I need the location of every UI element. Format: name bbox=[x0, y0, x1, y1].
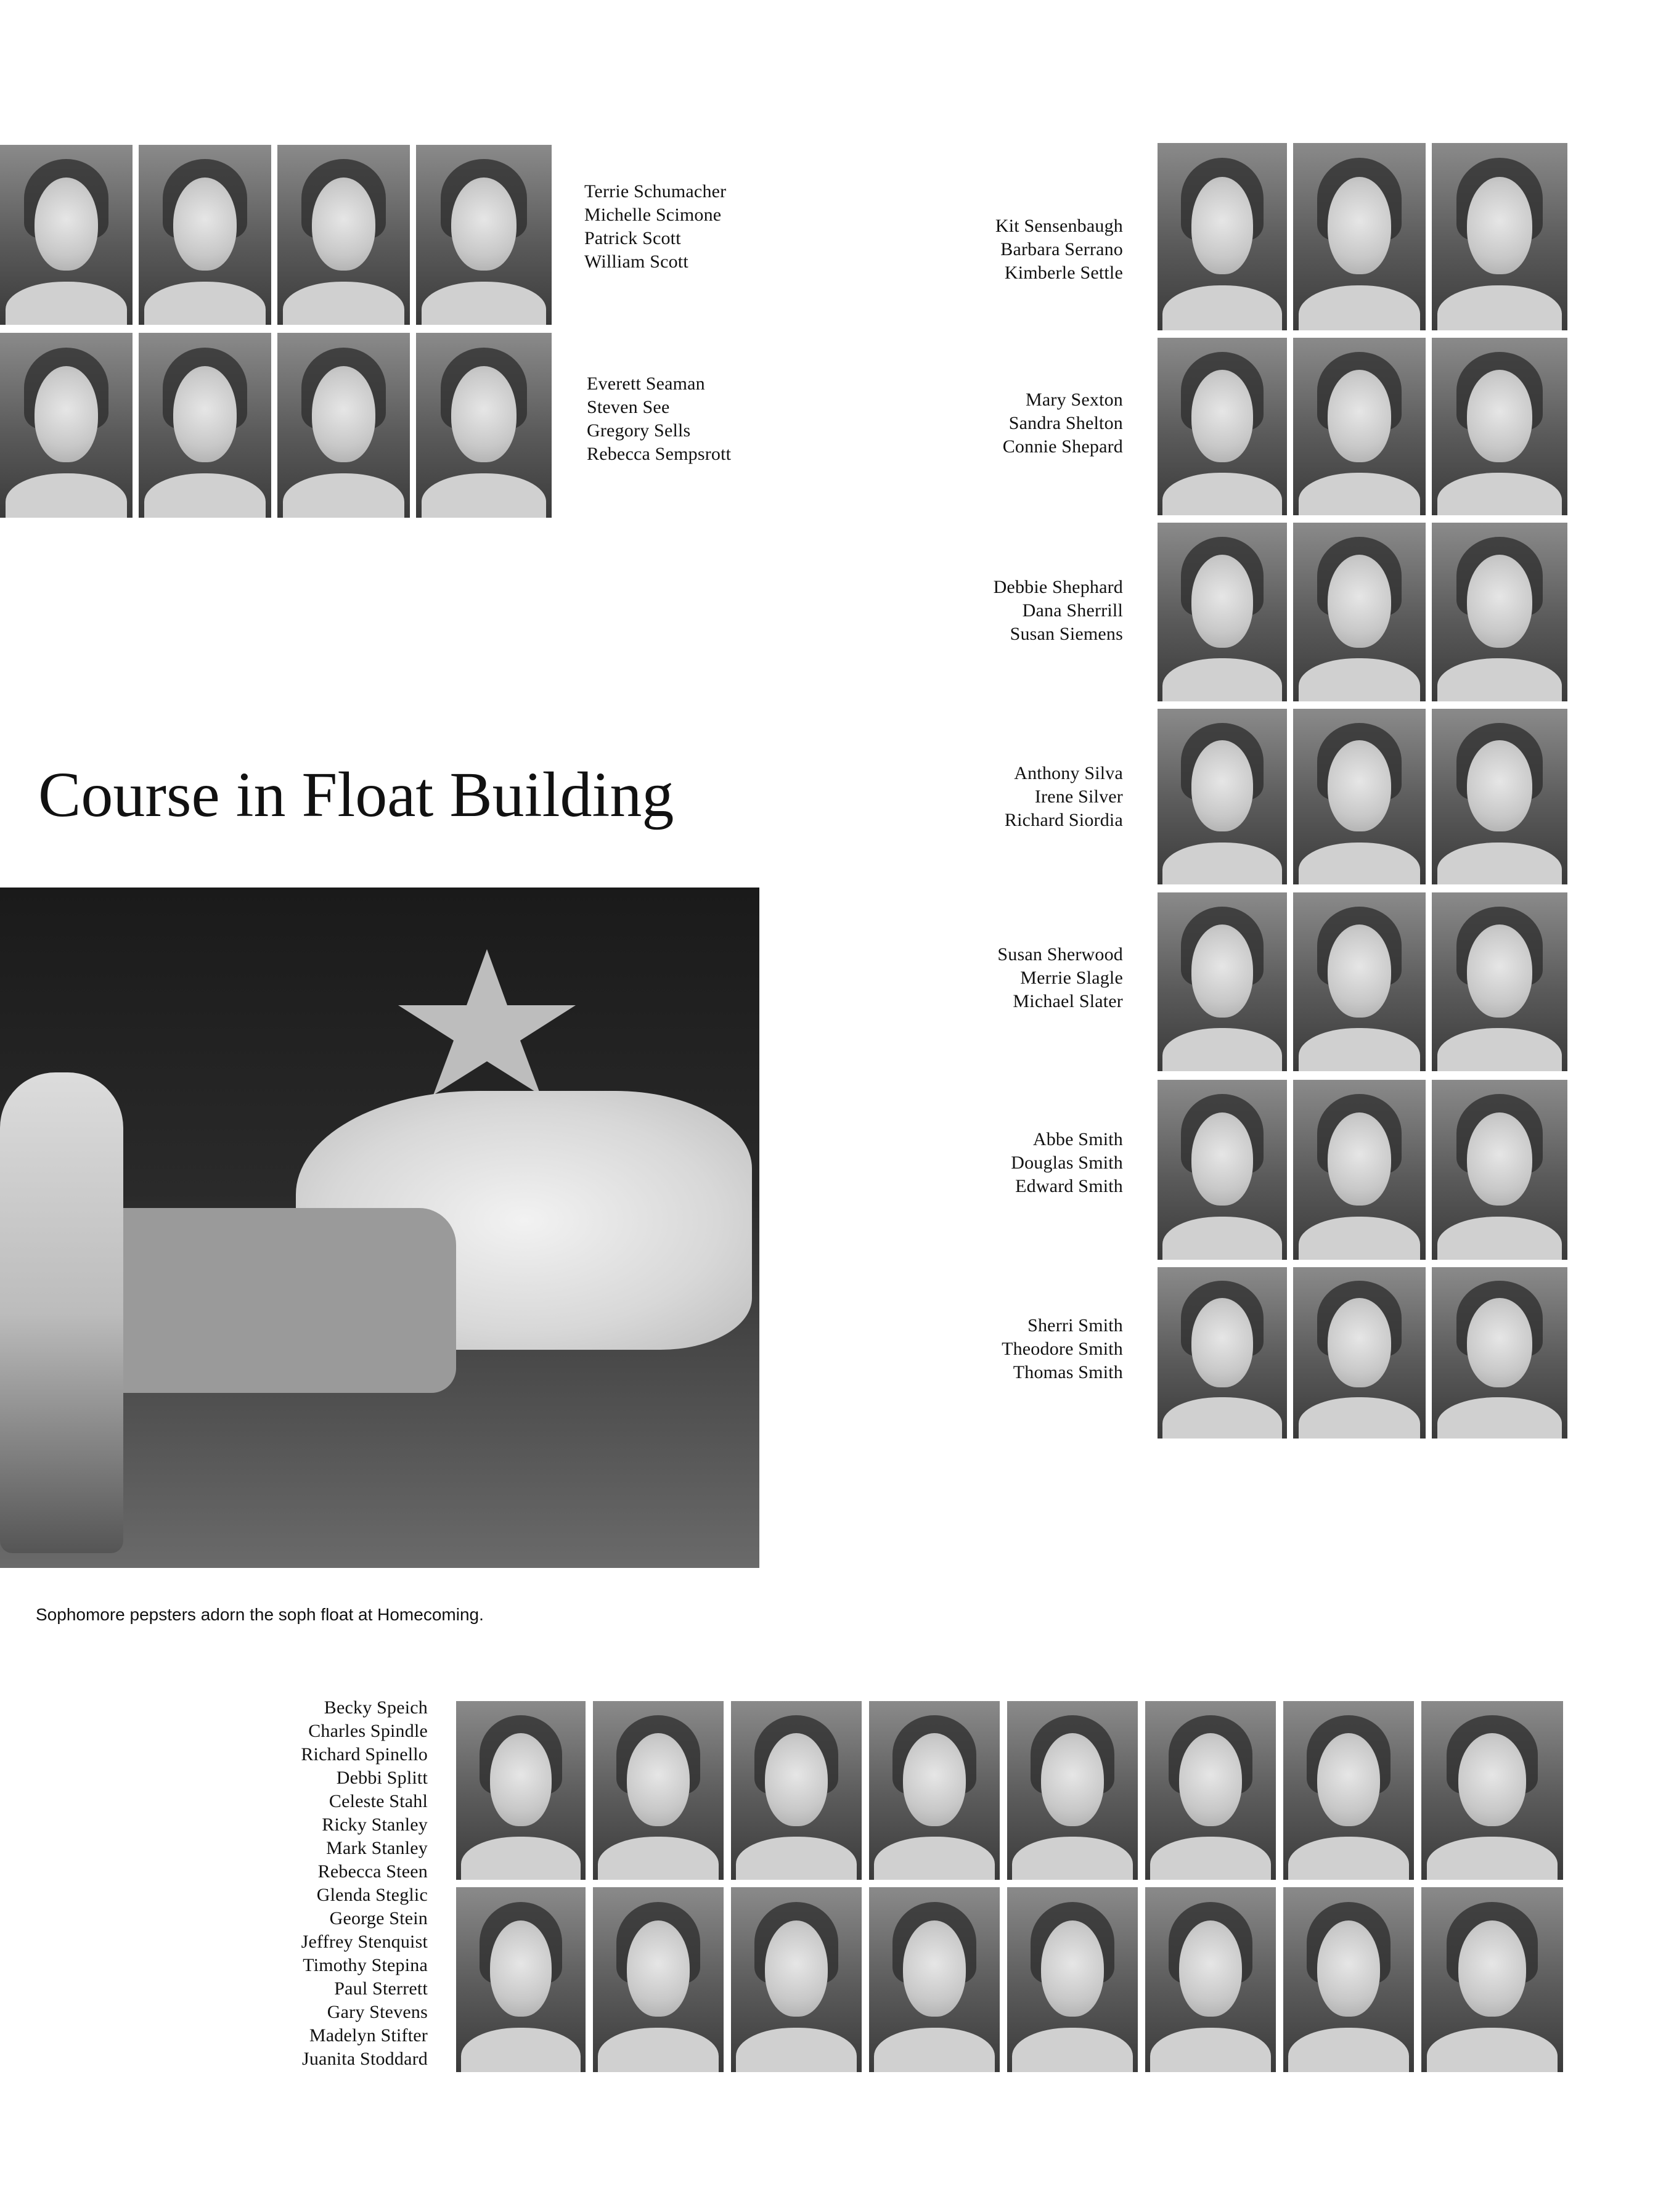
student-name: Becky Speich bbox=[324, 1697, 428, 1718]
portrait-photo bbox=[277, 333, 410, 518]
student-name: Glenda Steglic bbox=[316, 1885, 428, 1905]
student-name: Richard Spinello bbox=[301, 1744, 428, 1765]
student-name: Steven See bbox=[587, 397, 670, 417]
student-name: Richard Siordia bbox=[1004, 810, 1123, 830]
portrait-photo bbox=[1158, 709, 1287, 884]
name-list-top-row1 bbox=[584, 180, 726, 274]
portrait-photo bbox=[0, 333, 133, 518]
student-name: George Stein bbox=[329, 1908, 428, 1928]
student-name: Abbe Smith bbox=[1032, 1129, 1123, 1149]
portrait-photo bbox=[1293, 143, 1426, 330]
portrait-photo bbox=[1432, 1080, 1567, 1260]
name-list-right-group-4 bbox=[1005, 762, 1123, 832]
portrait-photo bbox=[1293, 338, 1426, 515]
portrait-photo bbox=[1293, 709, 1426, 884]
portrait-photo bbox=[1432, 523, 1567, 701]
student-name: Michael Slater bbox=[1013, 991, 1123, 1011]
portrait-photo bbox=[139, 333, 271, 518]
student-name: Merrie Slagle bbox=[1020, 968, 1123, 988]
student-name: Anthony Silva bbox=[1014, 763, 1123, 783]
portrait-photo bbox=[1007, 1701, 1138, 1880]
portrait-photo bbox=[1293, 523, 1426, 701]
portrait-photo bbox=[1283, 1701, 1414, 1880]
student-name: Barbara Serrano bbox=[1000, 239, 1123, 259]
portrait-photo bbox=[1293, 892, 1426, 1071]
portrait-photo bbox=[1421, 1887, 1563, 2072]
student-name: Celeste Stahl bbox=[329, 1791, 428, 1811]
portrait-photo bbox=[1158, 1080, 1287, 1260]
student-name: Everett Seaman bbox=[587, 373, 705, 394]
name-list-bottom bbox=[301, 1696, 428, 2071]
name-list-right-group-7 bbox=[1002, 1314, 1123, 1384]
student-name: Gregory Sells bbox=[587, 420, 691, 441]
student-name: Sherri Smith bbox=[1027, 1315, 1123, 1336]
portrait-photo bbox=[1432, 338, 1567, 515]
portrait-photo bbox=[593, 1701, 724, 1880]
portrait-photo bbox=[139, 145, 271, 325]
student-name: Sandra Shelton bbox=[1008, 413, 1123, 433]
student-name: Gary Stevens bbox=[327, 2002, 428, 2022]
portrait-photo bbox=[1293, 1080, 1426, 1260]
student-name: Kimberle Settle bbox=[1004, 263, 1123, 283]
float-car bbox=[74, 1208, 456, 1393]
portrait-photo bbox=[731, 1701, 862, 1880]
student-name: Susan Siemens bbox=[1010, 624, 1123, 644]
student-name: Madelyn Stifter bbox=[309, 2025, 428, 2046]
student-name: Timothy Stepina bbox=[303, 1955, 428, 1975]
student-name: Ricky Stanley bbox=[322, 1814, 428, 1835]
student-name: Terrie Schumacher bbox=[584, 181, 727, 202]
name-list-right-group-1 bbox=[995, 214, 1123, 285]
name-list-right-group-2 bbox=[1003, 388, 1123, 459]
portrait-photo bbox=[869, 1887, 1000, 2072]
portrait-photo bbox=[731, 1887, 862, 2072]
student-name: Irene Silver bbox=[1034, 786, 1123, 807]
student-name: Patrick Scott bbox=[584, 228, 681, 248]
portrait-photo bbox=[0, 145, 133, 325]
student-name: Rebecca Steen bbox=[317, 1861, 428, 1882]
portrait-photo bbox=[1283, 1887, 1414, 2072]
portrait-photo bbox=[1421, 1701, 1563, 1880]
portrait-photo bbox=[1158, 143, 1287, 330]
portrait-photo bbox=[1158, 338, 1287, 515]
student-name: Dana Sherrill bbox=[1022, 600, 1123, 621]
photo-caption: Sophomore pepsters adorn the soph float at Homecoming. bbox=[36, 1605, 484, 1624]
name-list-top-row2 bbox=[587, 372, 731, 466]
student-name: Connie Shepard bbox=[1002, 436, 1123, 457]
portrait-photo bbox=[1158, 523, 1287, 701]
student-name: Thomas Smith bbox=[1013, 1362, 1123, 1382]
portrait-photo bbox=[277, 145, 410, 325]
feature-title: Course in Float Building bbox=[38, 759, 674, 830]
student-name: Debbie Shephard bbox=[993, 577, 1123, 597]
student-name: Susan Sherwood bbox=[997, 944, 1123, 965]
student-name: William Scott bbox=[584, 251, 688, 272]
portrait-photo bbox=[456, 1887, 586, 2072]
name-list-right-group-3 bbox=[994, 576, 1123, 646]
student-name: Rebecca Sempsrott bbox=[587, 444, 732, 464]
student-name: Douglas Smith bbox=[1011, 1153, 1123, 1173]
portrait-photo bbox=[1432, 892, 1567, 1071]
student-name: Edward Smith bbox=[1015, 1176, 1123, 1196]
name-list-right-group-5 bbox=[997, 943, 1123, 1013]
student-name: Mary Sexton bbox=[1025, 390, 1123, 410]
homecoming-float-photo bbox=[0, 888, 759, 1568]
portrait-photo bbox=[1007, 1887, 1138, 2072]
portrait-photo bbox=[1432, 1267, 1567, 1439]
student-name: Debbi Splitt bbox=[336, 1768, 428, 1788]
student-name: Juanita Stoddard bbox=[301, 2049, 428, 2069]
student-name: Jeffrey Stenquist bbox=[301, 1932, 428, 1952]
portrait-photo bbox=[416, 333, 552, 518]
student-name: Michelle Scimone bbox=[584, 205, 722, 225]
portrait-photo bbox=[1145, 1701, 1276, 1880]
name-list-right-group-6 bbox=[1011, 1128, 1123, 1198]
portrait-photo bbox=[1293, 1267, 1426, 1439]
portrait-photo bbox=[456, 1701, 586, 1880]
student-name: Charles Spindle bbox=[308, 1721, 428, 1741]
portrait-photo bbox=[1432, 709, 1567, 884]
portrait-photo bbox=[1158, 892, 1287, 1071]
student-name: Theodore Smith bbox=[1002, 1339, 1123, 1359]
portrait-photo bbox=[869, 1701, 1000, 1880]
student-name: Mark Stanley bbox=[326, 1838, 428, 1858]
portrait-photo bbox=[416, 145, 552, 325]
foreground-person bbox=[0, 1072, 123, 1553]
portrait-photo bbox=[1145, 1887, 1276, 2072]
portrait-photo bbox=[1158, 1267, 1287, 1439]
student-name: Kit Sensenbaugh bbox=[995, 216, 1123, 236]
student-name: Paul Sterrett bbox=[334, 1978, 428, 1999]
float-star-decoration bbox=[394, 949, 579, 1109]
portrait-photo bbox=[1432, 143, 1567, 330]
portrait-photo bbox=[593, 1887, 724, 2072]
